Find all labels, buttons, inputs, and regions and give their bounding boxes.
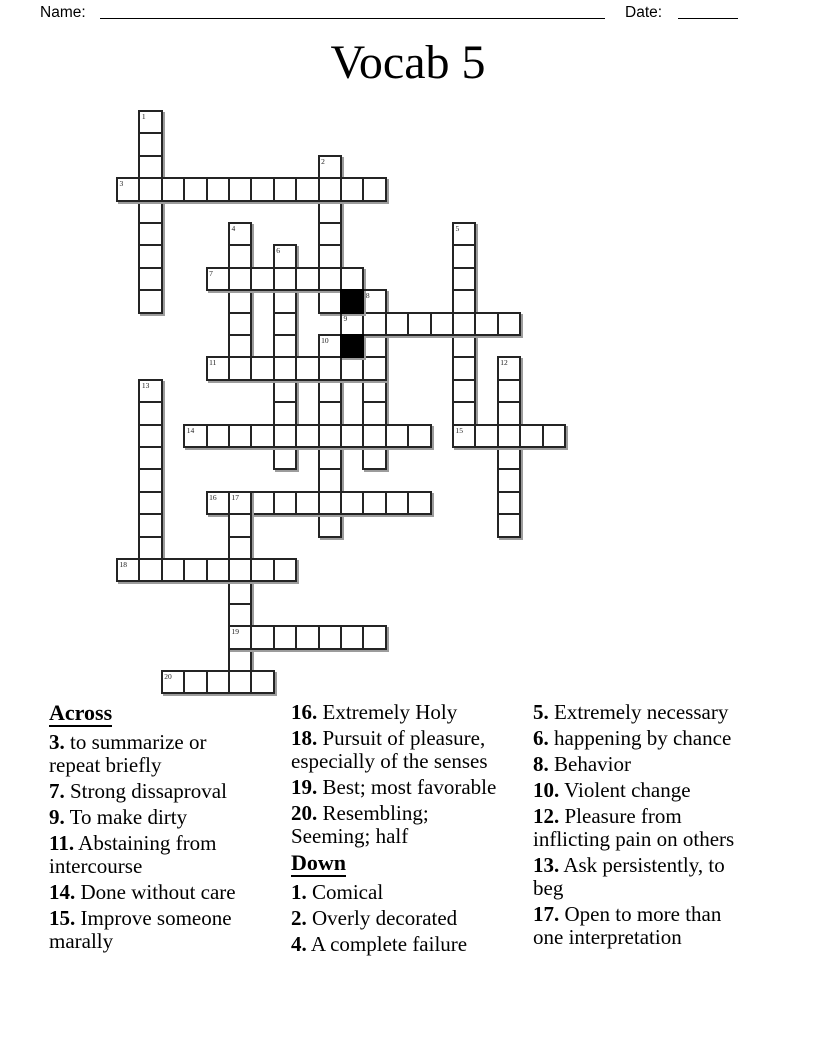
clue-text: to summarize or repeat briefly [49,730,207,777]
grid-cell[interactable] [407,424,431,448]
clue-text: Comical [306,880,384,904]
clue-column-right [533,701,748,952]
clue-number: 3. [49,730,65,754]
grid-cell[interactable] [228,334,252,358]
grid-cell[interactable] [385,424,409,448]
clue-text: Improve someone marally [49,906,232,953]
grid-cell[interactable] [228,603,252,627]
grid-cell[interactable] [228,648,252,672]
clue [49,731,249,777]
grid-cell[interactable] [318,625,342,649]
grid-cell[interactable] [138,446,162,470]
grid-cell[interactable] [228,580,252,604]
grid-cell[interactable] [138,289,162,313]
clue-text: To make dirty [64,805,188,829]
clue [291,802,509,848]
grid-cell[interactable] [273,491,297,515]
cell-number: 7 [209,268,213,278]
grid-cell[interactable] [452,356,476,380]
grid-cell[interactable] [362,312,386,336]
grid-cell[interactable] [138,155,162,179]
grid-cell[interactable] [250,558,274,582]
grid-cell[interactable] [497,379,521,403]
grid-cell[interactable] [273,356,297,380]
grid-cell[interactable] [362,491,386,515]
grid-cell[interactable] [318,424,342,448]
grid-cell[interactable] [228,244,252,268]
clue-number: 12. [533,804,560,828]
grid-cell[interactable] [318,379,342,403]
grid-cell[interactable] [273,558,297,582]
clue [533,753,748,776]
clue-text: Abstaining from intercourse [49,831,217,878]
clue-number: 6. [533,726,549,750]
grid-cell[interactable] [273,379,297,403]
grid-cell[interactable] [228,513,252,537]
clues-heading-across [49,701,249,727]
cell-number: 20 [164,672,172,681]
grid-cell[interactable] [497,491,521,515]
grid-cell[interactable] [228,267,252,291]
grid-cell[interactable] [362,424,386,448]
clue-text: happening by chance [548,726,732,750]
grid-cell[interactable] [318,177,342,201]
grid-cell[interactable] [295,356,319,380]
clue [291,701,509,724]
cell-number: 3 [119,179,124,189]
clue-number: 16. [291,700,318,724]
grid-cell[interactable] [318,401,342,425]
grid-cell[interactable] [295,267,319,291]
grid-cell[interactable] [273,334,297,358]
grid-cell[interactable] [318,446,342,470]
clue-number: 9. [49,805,65,829]
clue-column-left [49,701,249,956]
grid-cell[interactable] [138,491,162,515]
clue [533,701,748,724]
grid-cell[interactable] [318,289,342,313]
clues-heading-down [291,851,509,877]
grid-cell[interactable] [385,312,409,336]
clue-text: Extremely necessary [548,700,729,724]
grid-cell[interactable] [452,244,476,268]
clue [533,903,748,949]
cell-number: 1 [141,112,146,121]
clue [291,776,509,799]
grid-cell[interactable] [273,289,297,313]
clue-number: 14. [49,880,76,904]
clue-text: A complete failure [306,932,468,956]
date-label: Date: [625,4,663,21]
grid-cell[interactable] [250,267,274,291]
grid-cell[interactable] [138,401,162,425]
grid-cell[interactable] [362,625,386,649]
clue-text: Ask persistently, to beg [533,853,725,900]
grid-cell[interactable] [250,424,274,448]
grid-cell[interactable] [407,491,431,515]
clue [533,805,748,851]
clue [49,881,249,904]
grid-cell[interactable] [273,267,297,291]
grid-cell[interactable] [228,424,252,448]
grid-cell[interactable] [161,558,185,582]
grid-cell[interactable] [295,177,319,201]
clue-text: Overly decorated [306,906,458,930]
grid-cell[interactable] [206,177,230,201]
cell-number: 17 [231,492,239,502]
grid-cell[interactable] [138,244,162,268]
cell-number: 6 [276,246,281,256]
clue-text: Pursuit of pleasure, especially of the senses [291,726,488,773]
grid-cell[interactable] [452,379,476,403]
cell-number: 9 [343,313,348,323]
grid-cell[interactable] [318,222,342,246]
clue [49,907,249,953]
grid-cell[interactable] [206,558,230,582]
clue-number: 11. [49,831,75,855]
cell-number: 8 [365,291,370,301]
grid-cell[interactable] [519,424,543,448]
grid-cell[interactable] [318,200,342,224]
grid-cell[interactable] [273,312,297,336]
grid-cell[interactable] [362,177,386,201]
grid-cell[interactable] [250,670,274,694]
grid-cell[interactable] [318,267,342,291]
clue [533,727,748,750]
grid-cell[interactable] [295,491,319,515]
cell-number: 5 [455,224,460,233]
grid-cell[interactable] [362,379,386,403]
grid-cell[interactable] [497,446,521,470]
clue [291,727,509,773]
cell-number: 19 [231,627,239,637]
grid-cell[interactable] [206,424,230,448]
grid-cell[interactable] [452,312,476,336]
grid-cell[interactable] [138,468,162,492]
grid-cell[interactable] [340,491,364,515]
grid-cell[interactable] [318,468,342,492]
clue-text: Open to more than one interpretation [533,902,722,949]
grid-cell[interactable] [340,177,364,201]
grid-cell[interactable] [273,446,297,470]
clue-number: 1. [291,880,307,904]
grid-cell[interactable] [497,468,521,492]
clue-number: 5. [533,700,549,724]
grid-cell[interactable] [228,177,252,201]
clue-number: 7. [49,779,65,803]
grid-cell[interactable] [273,424,297,448]
grid-cell[interactable] [273,401,297,425]
grid-cell[interactable] [273,625,297,649]
grid-cell[interactable] [362,356,386,380]
clue-column-middle [291,701,509,959]
cell-number: 18 [119,560,127,569]
cell-number: 14 [186,425,195,435]
grid-cell[interactable] [452,334,476,358]
grid-cell[interactable] [138,177,162,201]
grid-cell[interactable] [206,670,230,694]
clue [533,854,748,900]
grid-cell[interactable] [228,670,252,694]
grid-cell[interactable] [138,222,162,246]
grid-cell[interactable] [362,334,386,358]
clue [291,907,509,930]
grid-cell[interactable] [228,312,252,336]
grid-cell[interactable] [340,424,364,448]
cell-number: 16 [209,492,217,502]
clue-text: Resembling; Seeming; half [291,801,429,848]
clue-text: Best; most favorable [317,775,497,799]
grid-cell[interactable] [474,424,498,448]
grid-cell[interactable] [340,267,364,291]
clues-heading-label: Down [291,850,347,875]
grid-cell[interactable] [318,513,342,537]
clue [49,780,249,803]
clue [533,779,748,802]
grid-cell[interactable] [340,625,364,649]
clue [291,933,509,956]
cell-number: 11 [209,358,217,368]
clue [291,881,509,904]
grid-cell[interactable] [497,424,521,448]
clue-number: 13. [533,853,560,877]
name-label: Name: [40,4,86,21]
cell-number: 2 [321,156,325,166]
clues-heading-label: Across [49,700,113,725]
grid-cell[interactable] [183,670,207,694]
cell-number: 12 [500,358,508,368]
grid-cell[interactable] [362,446,386,470]
grid-cell[interactable] [452,401,476,425]
clue-number: 17. [533,902,560,926]
grid-cell[interactable] [362,401,386,425]
grid-cell[interactable] [183,558,207,582]
grid-cell[interactable] [474,312,498,336]
grid-cell[interactable] [138,200,162,224]
black-cell [340,334,364,358]
clue-text: Violent change [559,778,691,802]
clue-text: Extremely Holy [317,700,458,724]
grid-cell[interactable] [250,491,274,515]
grid-cell[interactable] [340,356,364,380]
grid-cell[interactable] [452,289,476,313]
clue-number: 15. [49,906,76,930]
grid-cell[interactable] [250,177,274,201]
grid-cell[interactable] [497,513,521,537]
clue-text: Strong dissaproval [64,779,227,803]
grid-cell[interactable] [138,267,162,291]
grid-cell[interactable] [228,356,252,380]
cell-number: 13 [141,380,150,390]
grid-cell[interactable] [183,177,207,201]
grid-cell[interactable] [250,356,274,380]
grid-cell[interactable] [452,267,476,291]
grid-cell[interactable] [385,491,409,515]
clue-number: 4. [291,932,307,956]
grid-cell[interactable] [250,625,274,649]
grid-cell[interactable] [497,401,521,425]
grid-cell[interactable] [138,536,162,560]
grid-cell[interactable] [497,312,521,336]
grid-cell[interactable] [295,625,319,649]
grid-cell[interactable] [318,244,342,268]
grid-cell[interactable] [138,513,162,537]
clue-text: Behavior [548,752,631,776]
grid-cell[interactable] [138,558,162,582]
grid-cell[interactable] [318,491,342,515]
grid-cell[interactable] [228,536,252,560]
cell-number: 15 [455,425,463,435]
grid-cell[interactable] [430,312,454,336]
grid-cell[interactable] [542,424,566,448]
clue [49,832,249,878]
cell-number: 10 [321,336,329,345]
grid-cell[interactable] [295,424,319,448]
clue-number: 20. [291,801,318,825]
grid-cell[interactable] [407,312,431,336]
grid-cell[interactable] [161,177,185,201]
cell-number: 4 [231,224,236,233]
grid-cell[interactable] [228,289,252,313]
clue-text: Pleasure from inflicting pain on others [533,804,735,851]
black-cell [340,289,364,313]
grid-cell[interactable] [138,132,162,156]
clue-number: 2. [291,906,307,930]
clue-number: 18. [291,726,318,750]
clue-number: 10. [533,778,560,802]
grid-cell[interactable] [273,177,297,201]
grid-cell[interactable] [318,356,342,380]
clue-number: 8. [533,752,549,776]
clue [49,806,249,829]
grid-cell[interactable] [228,558,252,582]
clue-number: 19. [291,775,318,799]
clue-text: Done without care [75,880,236,904]
grid-cell[interactable] [138,424,162,448]
page-title: Vocab 5 [330,36,486,89]
